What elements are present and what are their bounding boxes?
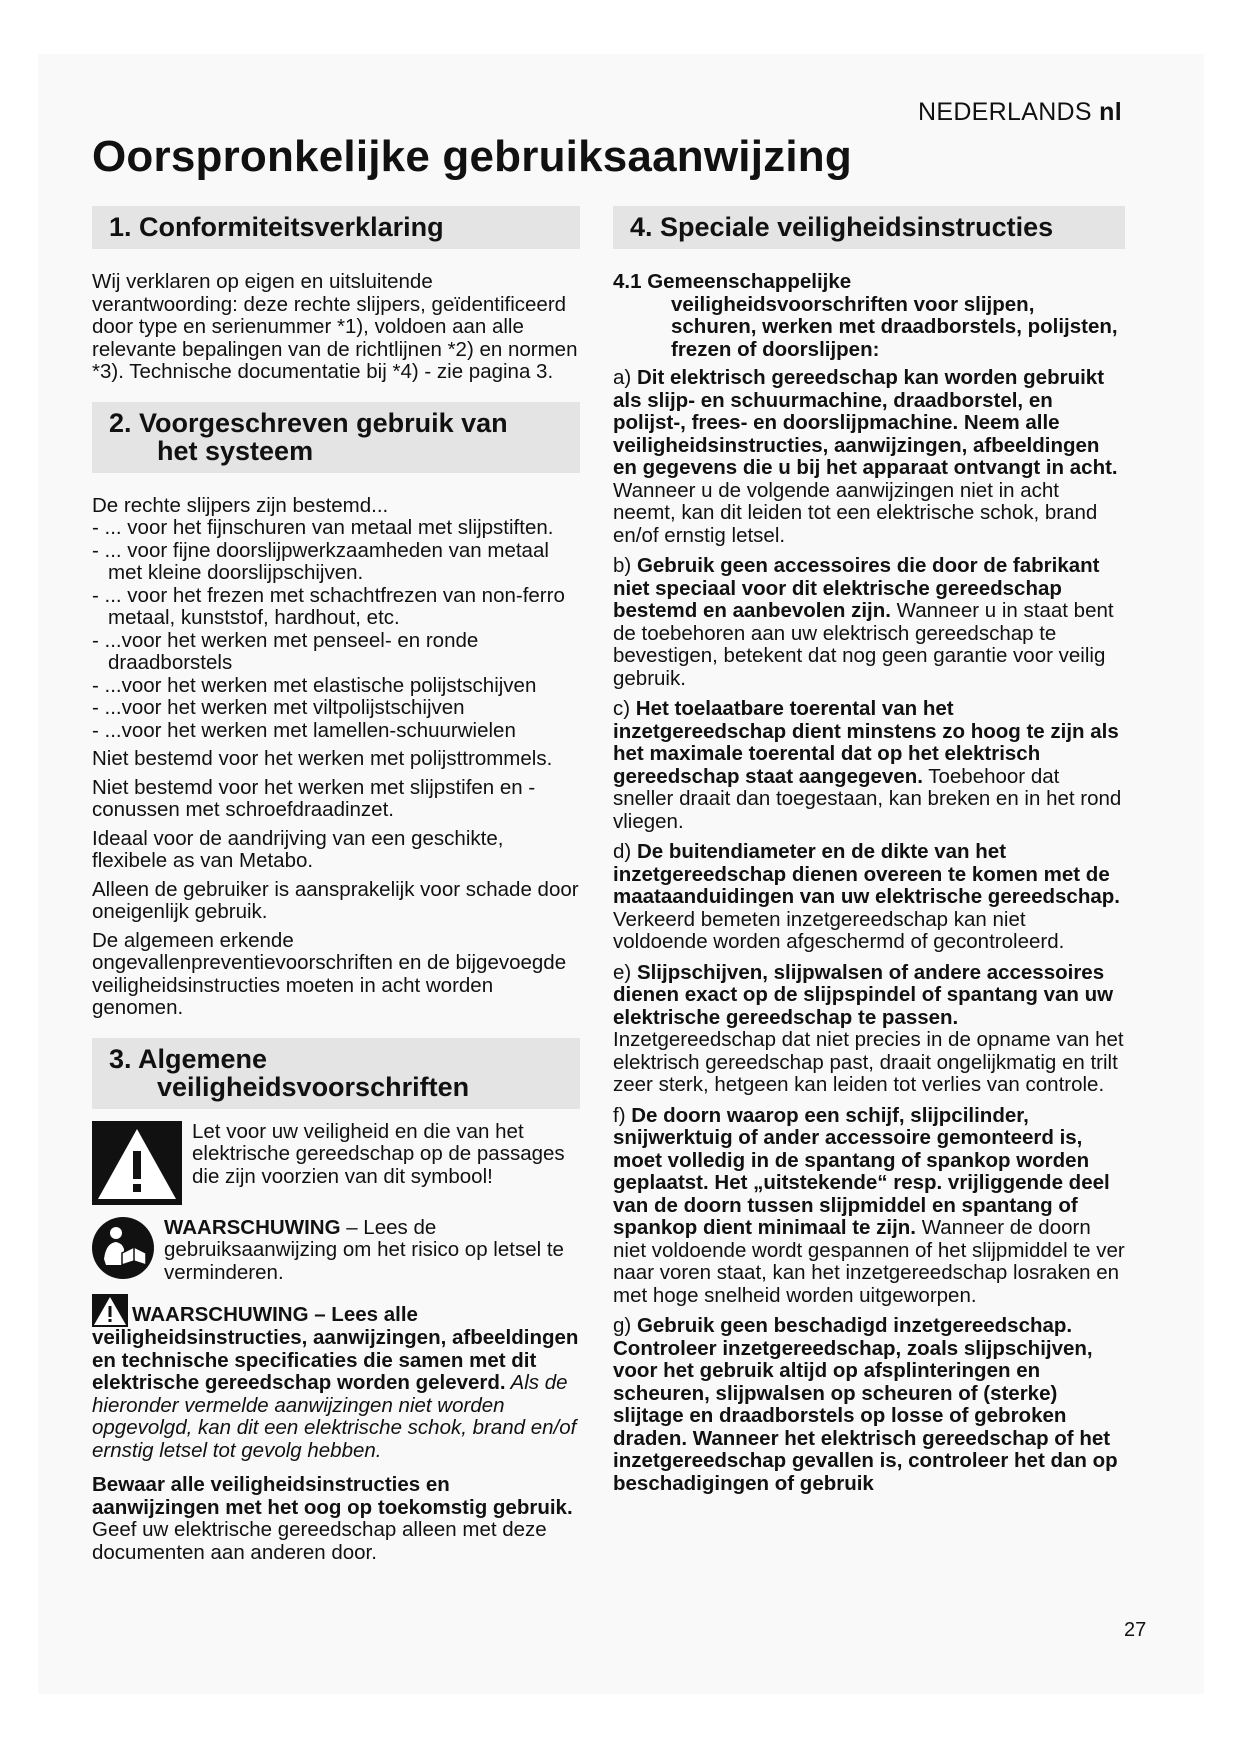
intended-use-intro: De rechte slijpers zijn bestemd... bbox=[92, 493, 389, 517]
left-column bbox=[92, 206, 580, 1564]
list-item: - ... voor fijne doorslijpwerkzaamheden van metaal met kleine doorslijpschijven. bbox=[92, 538, 549, 584]
subsection-4-1-heading: 4.1 Gemeenschappelijke veiligheidsvoorschriften voor slijpen, schuren, werken met draadborstels, polijsten, frezen of doorslijpen: bbox=[613, 270, 1118, 361]
accident-prevention-note: De algemeen erkende ongevallenpreventievoorschriften en de bijgevoegde veiligheidsinstructies moeten in acht worden genomen. bbox=[92, 928, 567, 1019]
intended-use-list bbox=[92, 517, 580, 742]
section-3-heading: 3. Algemene veiligheidsvoorschriften bbox=[92, 1038, 580, 1109]
page-title: Oorspronkelijke gebruiksaanwijzing bbox=[92, 132, 852, 181]
safety-item-f: f) De doorn waarop een schijf, slijpcilinder, snijwerktuig of ander accessoire gemonteerd is, moet volledig in de spantang of spankop worden geplaatst. Het „uitstekende“ resp. vrijliggende deel van de doorn tussen slijpmiddel en spantang of spankop dient minimaal te zijn. Wanneer de doorn niet voldoende wordt gespannen of het slijpmiddel te ver naar voren staat, kan het inzetgereedschap losraken en met hoge snelheid worden uitgeworpen. bbox=[613, 1103, 1125, 1307]
general-warning-text: WAARSCHUWING – Lees alle veiligheidsinstructies, aanwijzingen, afbeeldingen en technische specificaties die samen met dit elektrische gereedschap worden geleverd. Als de hieronder vermelde aanwijzingen niet worden opgevolgd, kan dit een elektrische schok, brand en/of ernstig letsel tot gevolg hebben. bbox=[92, 1294, 580, 1462]
keep-instructions-text: Bewaar alle veiligheidsinstructies en aanwijzingen met het oog op toekomstig gebruik. Geef uw elektrische gereedschap alleen met deze documenten aan anderen door. bbox=[92, 1473, 573, 1564]
read-manual-text: WAARSCHUWING – Lees de gebruiksaanwijzing om het risico op letsel te verminderen. bbox=[164, 1215, 564, 1284]
not-intended-1: Niet bestemd voor het werken met polijsttrommels. bbox=[92, 747, 553, 770]
section-2-heading: 2. Voorgeschreven gebruik van het systeem bbox=[92, 402, 580, 473]
language-label: NEDERLANDS nl bbox=[918, 98, 1122, 126]
list-item: - ... voor het frezen met schachtfrezen van non-ferro metaal, kunststof, hardhout, etc. bbox=[92, 583, 565, 629]
warning-triangle-small-icon bbox=[92, 1294, 128, 1327]
read-manual-row bbox=[92, 1217, 580, 1285]
list-item: - ...voor het werken met viltpolijstschijven bbox=[92, 696, 465, 719]
safety-item-g: g) Gebruik geen beschadigd inzetgereedschap. Controleer inzetgereedschap, zoals slijpschijven, voor het gebruik altijd op afsplinteringen en scheuren, slijpwalsen op scheuren of (sterke) slijtage en draadborstels op losse of gebroken draden. Wanneer het elektrisch gereedschap of het inzetgereedschap gevallen is, controleer het dan op beschadigingen of gebruik bbox=[613, 1314, 1118, 1495]
language-code: nl bbox=[1099, 98, 1122, 126]
safety-item-d: d) De buitendiameter en de dikte van het inzetgereedschap dienen overeen te komen met de maataanduidingen van uw elektrische gereedschap. Verkeerd bemeten inzetgereedschap kan niet voldoende worden afgeschermd of gecontroleerd. bbox=[613, 840, 1120, 953]
safety-item-e: e) Slijpschijven, slijpwalsen of andere accessoires dienen exact op de slijpspindel of spantang van uw elektrische gereedschap te passen. Inzetgereedschap dat niet precies in de opname van het elektrisch gereedschap past, draait ongelijkmatig en trilt zeer sterk, hetgeen kan leiden tot verlies van controle. bbox=[613, 960, 1124, 1096]
page-number: 27 bbox=[1124, 1619, 1147, 1641]
liability-note: Alleen de gebruiker is aansprakelijk voor schade door oneigenlijk gebruik. bbox=[92, 877, 579, 923]
safety-item-b: b) Gebruik geen accessoires die door de fabrikant niet speciaal voor dit elektrische gereedschap bestemd en aanbevolen zijn. Wanneer u in staat bent de toebehoren aan uw elektrisch gereedschap te bevestigen, betekent dat nog geen garantie voor veilig gebruik. bbox=[613, 554, 1114, 690]
safety-item-a: a) Dit elektrisch gereedschap kan worden gebruikt als slijp- en schuurmachine, draadborstel, en polijst-, frees- en doorslijpmachine. Neem alle veiligheidsinstructies, aanwijzingen, afbeeldingen en gegevens die u bij het apparaat ontvangt in acht. Wanneer u de volgende aanwijzingen niet in acht neemt, kan dit leiden tot een elektrische schok, brand en/of ernstig letsel. bbox=[613, 366, 1118, 547]
read-manual-icon bbox=[92, 1217, 154, 1279]
right-column bbox=[613, 206, 1125, 1495]
list-item: - ... voor het fijnschuren van metaal met slijpstiften. bbox=[92, 516, 554, 539]
warning-triangle-icon bbox=[92, 1121, 182, 1205]
safety-item-c: c) Het toelaatbare toerental van het inzetgereedschap dient minstens zo hoog te zijn als het maximale toerental dat op het elektrisch gereedschap staat aangegeven. Toebehoor dat sneller draait dan toegestaan, kan breken en in het rond vliegen. bbox=[613, 697, 1122, 833]
list-item: - ...voor het werken met elastische polijstschijven bbox=[92, 673, 537, 697]
section-4-heading: 4. Speciale veiligheidsinstructies bbox=[613, 206, 1125, 249]
symbol-note-text: Let voor uw veiligheid en die van het elektrische gereedschap op de passages die zijn voorzien van dit symbool! bbox=[192, 1119, 565, 1188]
list-item: - ...voor het werken met penseel- en ronde draadborstels bbox=[92, 628, 479, 674]
section-1-heading: 1. Conformiteitsverklaring bbox=[92, 206, 580, 249]
flexible-shaft-note: Ideaal voor de aandrijving van een geschikte, flexibele as van Metabo. bbox=[92, 826, 504, 872]
conformity-text: Wij verklaren op eigen en uitsluitende verantwoording: deze rechte slijpers, geïdentificeerd door type en serienummer *1), voldoen aan alle relevante bepalingen van de richtlijnen *2) en normen *3). Technische documentatie bij *4) - zie pagina 3. bbox=[92, 270, 578, 383]
symbol-note-row bbox=[92, 1121, 580, 1205]
list-item: - ...voor het werken met lamellen-schuurwielen bbox=[92, 718, 516, 742]
not-intended-2: Niet bestemd voor het werken met slijpstifen en -conussen met schroefdraadinzet. bbox=[92, 775, 536, 821]
